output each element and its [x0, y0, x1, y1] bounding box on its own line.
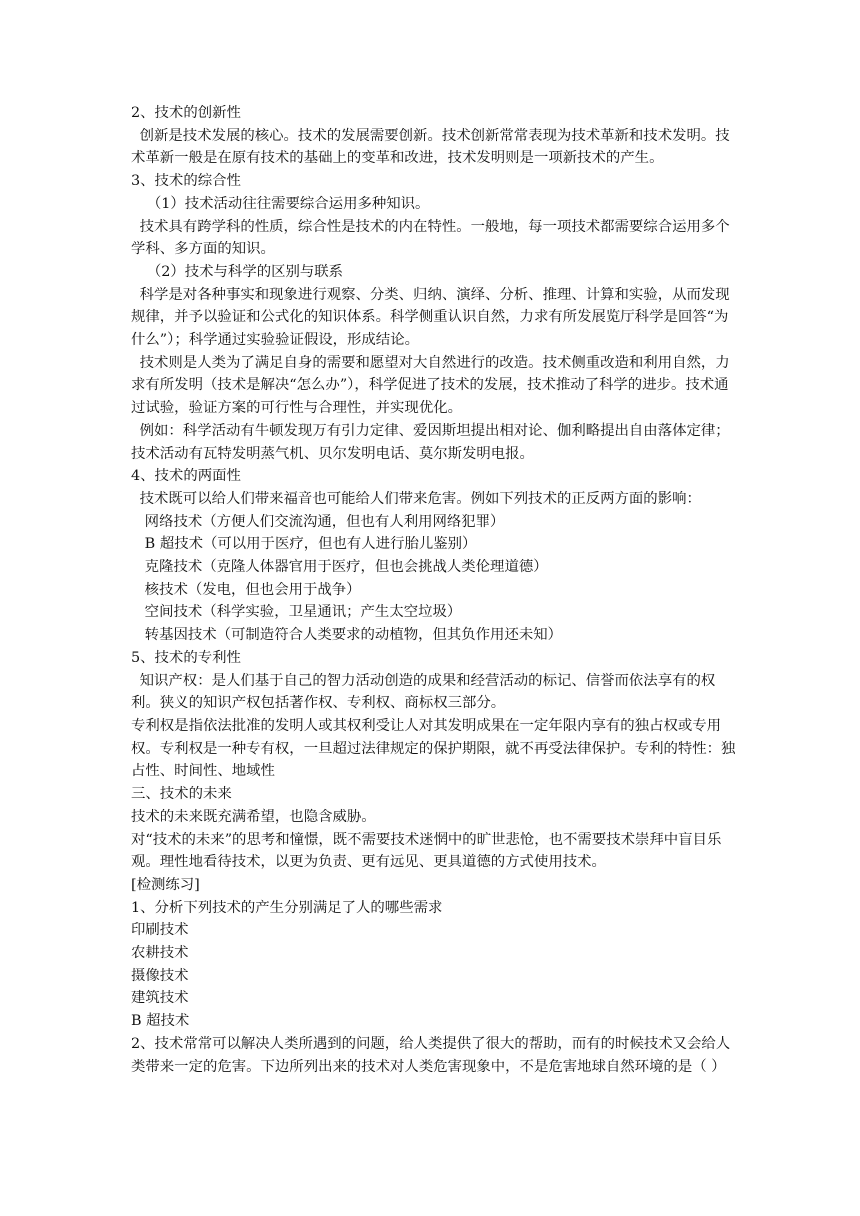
heading-future: 三、技术的未来 — [131, 786, 232, 803]
list-item-nuclear: 核技术（发电，但也会用于战争） — [144, 581, 361, 598]
paragraph-intellectual-property: 知识产权：是人们基于自己的智力活动创造的成果和经营活动的标记、信誉而依法享有的权利。狭义的知识产权包括著作权、专利权、商标权三部分。 — [131, 672, 716, 712]
document-page — [131, 102, 736, 1078]
list-item-cloning: 克隆技术（克隆人体器官用于医疗，但也会挑战人类伦理道德） — [144, 559, 548, 576]
heading-patent: 5、技术的专利性 — [131, 649, 241, 666]
heading-innovation: 2、技术的创新性 — [131, 105, 241, 121]
paragraph-duality-intro: 技术既可以给人们带来福音也可能给人们带来危害。例如下列技术的正反两方面的影响： — [139, 490, 701, 507]
answer-item-ultrasound: B 超技术 — [131, 1013, 190, 1030]
answer-item-camera: 摄像技术 — [131, 967, 189, 984]
answer-item-architecture: 建筑技术 — [131, 990, 189, 1007]
list-item-network: 网络技术（方便人们交流沟通，但也有人利用网络犯罪） — [144, 513, 505, 530]
heading-comprehensive: 3、技术的综合性 — [131, 173, 241, 190]
paragraph-patent-right: 专利权是指依法批准的发明人或其权利受让人对其发明成果在一定年限内享有的独占权或专用权。专利权是一种专有权，一旦超过法律规定的保护期限，就不再受法律保护。专利的特性：独占性、时间性、地域性 — [131, 717, 736, 780]
paragraph-examples: 例如：科学活动有牛顿发现万有引力定律、爱因斯坦提出相对论、伽利略提出自由落体定律；技术活动有瓦特发明蒸气机、贝尔发明电话、莫尔斯发明电报。 — [131, 422, 730, 462]
heading-exercises: [检测练习] — [131, 876, 200, 893]
question-2: 2、技术常常可以解决人类所遇到的问题，给人类提供了很大的帮助，而有的时候技术又会给人类带来一定的危害。下边所列出来的技术对人类危害现象中，不是危害地球自然环境的是（ ） — [131, 1035, 731, 1075]
paragraph-technology: 技术则是人类为了满足自身的需要和愿望对大自然进行的改造。技术侧重改造和利用自然，力求有所发明（技术是解决“怎么办”），科学促进了技术的发展，技术推动了科学的进步。技术通过试验，验证方案的可行性与合理性，并实现优化。 — [131, 354, 730, 417]
paragraph-innovation: 创新是技术发展的核心。技术的发展需要创新。技术创新常常表现为技术革新和技术发明。技术革新一般是在原有技术的基础上的变革和改进，技术发明则是一项新技术的产生。 — [131, 127, 730, 167]
subheading-science-vs-technology: （2）技术与科学的区别与联系 — [146, 263, 344, 280]
paragraph-science: 科学是对各种事实和现象进行观察、分类、归纳、演绎、分析、推理、计算和实验，从而发现规律，并予以验证和公式化的知识体系。科学侧重认识自然，力求有所发展览厅科学是回答“为什么”）；科学通过实验验证假设，形成结论。 — [131, 286, 730, 349]
list-item-ultrasound: B 超技术（可以用于医疗，但也有人进行胎儿鉴别） — [144, 536, 477, 553]
list-item-transgenic: 转基因技术（可制造符合人类要求的动植物，但其负作用还未知） — [144, 627, 563, 644]
paragraph-interdisciplinary: 技术具有跨学科的性质，综合性是技术的内在特性。一般地，每一项技术都需要综合运用多个学科、多方面的知识。 — [131, 218, 730, 258]
list-item-space: 空间技术（科学实验，卫星通讯；产生太空垃圾） — [144, 604, 462, 621]
answer-item-printing: 印刷技术 — [131, 922, 189, 939]
question-1: 1、分析下列技术的产生分别满足了人的哪些需求 — [131, 899, 443, 916]
heading-duality: 4、技术的两面性 — [131, 468, 241, 485]
answer-item-farming: 农耕技术 — [131, 945, 189, 962]
paragraph-future-2: 对“技术的未来”的思考和憧憬，既不需要技术迷惘中的旷世悲怆，也不需要技术崇拜中盲目乐观。理性地看待技术，以更为负责、更有远见、更具道德的方式使用技术。 — [131, 831, 722, 871]
paragraph-future-1: 技术的未来既充满希望，也隐含威胁。 — [131, 808, 376, 825]
subheading-multi-knowledge: （1）技术活动往往需要综合运用多种知识。 — [146, 195, 430, 212]
